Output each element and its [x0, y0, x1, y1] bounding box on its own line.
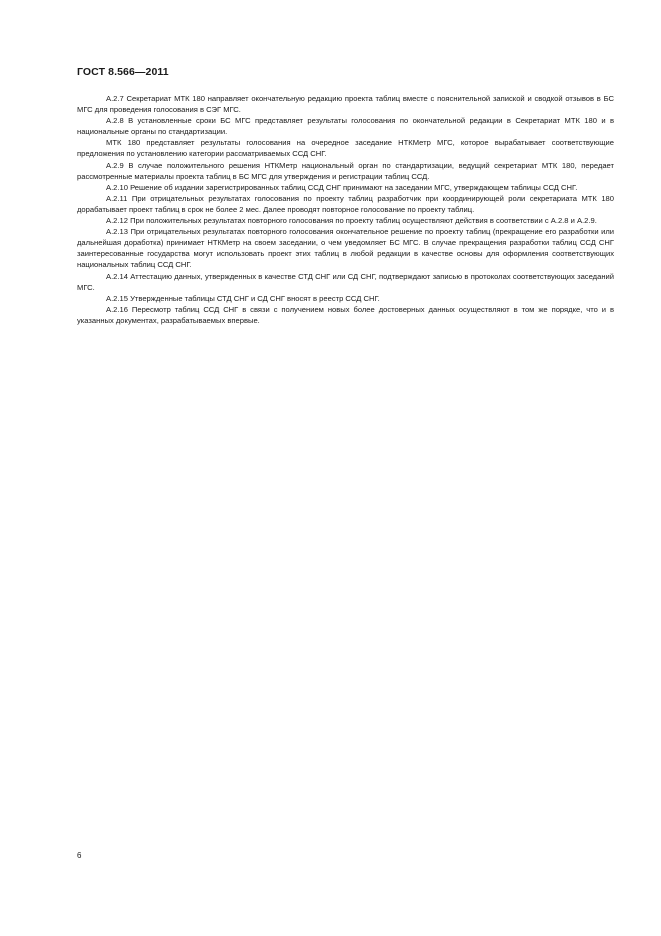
paragraph-a-2-12: А.2.12 При положительных результатах повторного голосования по проекту таблиц осуществляют действия в соответствии с А.2.8 и А.2.9.	[106, 216, 597, 226]
paragraph-a-2-7: А.2.7 Секретариат МТК 180 направляет окончательную редакцию проекта таблиц вместе с пояснительной запиской и сводкой отзывов в БС МГС для проведения голосования в СЭГ МГС.	[77, 94, 614, 115]
paragraph-a-2-11: А.2.11 При отрицательных результатах голосования по проекту таблиц разработчик при координирующей роли секретариата МТК 180 дорабатывает проект таблиц в срок не более 2 мес. Далее проводят повторное голосование по проекту таблиц.	[77, 193, 614, 214]
paragraph-a-2-14: А.2.14 Аттестацию данных, утвержденных в качестве СТД СНГ или СД СНГ, подтверждают записью в протоколах соответствующих заседаний МГС.	[77, 271, 614, 292]
document-body	[77, 93, 614, 326]
paragraph-a-2-8: А.2.8 В установленные сроки БС МГС представляет результаты голосования по окончательной редакции в Секретариат МТК 180 и в национальные органы по стандартизации.	[77, 116, 614, 137]
paragraph-a-2-10: А.2.10 Решение об издании зарегистрированных таблиц ССД СНГ принимают на заседании МГС, утверждающем таблицы ССД СНГ.	[106, 182, 578, 192]
paragraph-mtk-180-results: МТК 180 представляет результаты голосования на очередное заседание НТКМетр МГС, которое вырабатывает соответствующие предложения по установлению категории рассматриваемых ССД СНГ.	[77, 138, 614, 159]
paragraph-a-2-15: А.2.15 Утвержденные таблицы СТД СНГ и СД СНГ вносят в реестр ССД СНГ.	[106, 293, 380, 303]
document-header: ГОСТ 8.566—2011	[77, 66, 169, 78]
paragraph-a-2-16: А.2.16 Пересмотр таблиц ССД СНГ в связи с получением новых более достоверных данных осуществляют в том же порядке, что и в указанных документах, разрабатываемых впервые.	[77, 304, 614, 325]
page-number: 6	[77, 851, 82, 860]
paragraph-a-2-13: А.2.13 При отрицательных результатах повторного голосования окончательное решение по проекту таблиц (прекращение его разработки или дальнейшая доработка) принимает НТКМетр на своем заседании, о чем уведомляет БС МГС. В случае прекращения разработки таблиц ССД СНГ заинтересованные государства могут использовать проект этих таблиц в любой редакции в качестве основы для оформления соответствующих национальных таблиц ССД СНГ.	[77, 227, 614, 270]
paragraph-a-2-9: А.2.9 В случае положительного решения НТКМетр национальный орган по стандартизации, ведущий секретариат МТК 180, передает рассмотренные материалы проекта таблиц в БС МГС для утверждения и регистрации таблиц ССД.	[77, 160, 614, 181]
